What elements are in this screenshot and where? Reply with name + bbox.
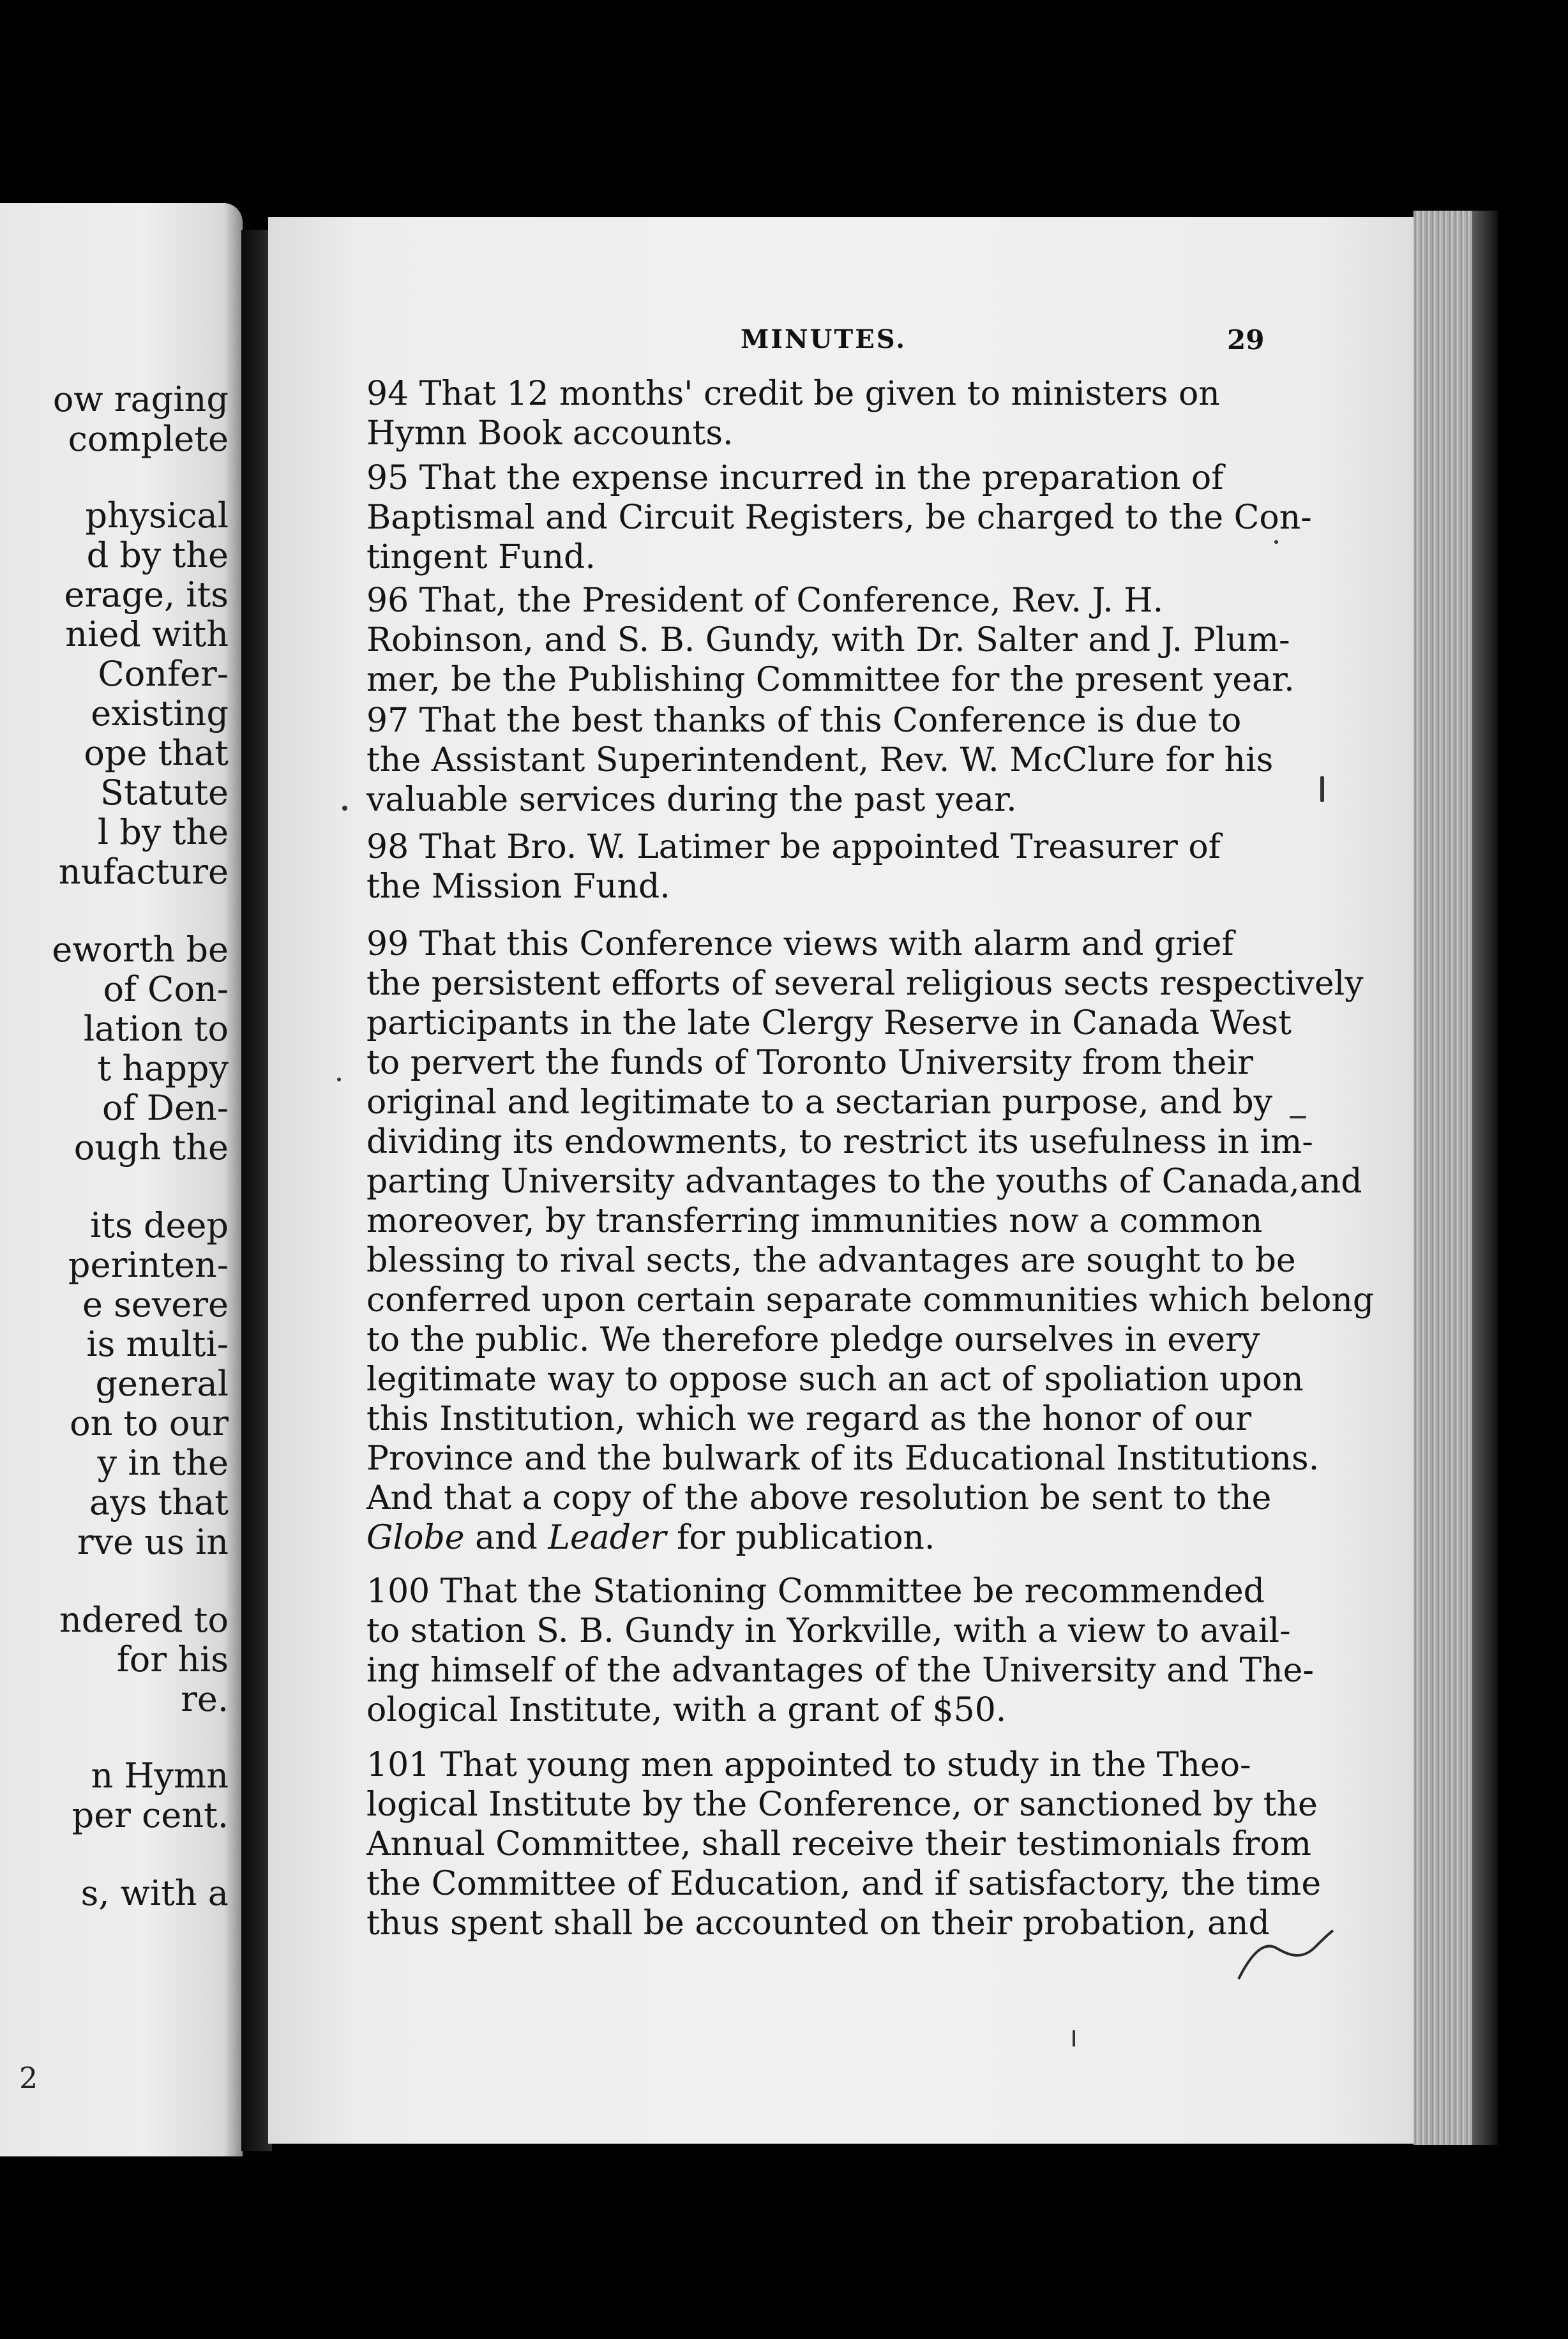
left-page-fragment (0, 203, 243, 2156)
left-page-line: rve us in (77, 1522, 229, 1562)
running-head: MINUTES. (741, 324, 907, 354)
left-page-line: existing (91, 693, 229, 733)
text-line: this Institution, which we regard as the honor of our (366, 1400, 1252, 1438)
text-line: 100 That the Stationing Committee be recommended (366, 1572, 1265, 1611)
left-page-line: ope that (84, 733, 229, 773)
left-page-line: its deep (90, 1205, 229, 1245)
text-line: 101 That young men appointed to study in the Theo- (366, 1746, 1251, 1784)
text-line: logical Institute by the Conference, or sanctioned by the (366, 1786, 1318, 1824)
text-line: mer, be the Publishing Committee for the present year. (366, 661, 1295, 699)
left-page-line: l by the (97, 812, 229, 852)
speck (342, 806, 347, 811)
left-page-line: d by the (86, 535, 229, 575)
text-line: Hymn Book accounts. (366, 414, 734, 453)
text-line: 96 That, the President of Conference, Rev. J. H. (366, 582, 1164, 620)
text-line: the Committee of Education, and if satisfactory, the time (366, 1865, 1322, 1903)
text-line: 99 That this Conference views with alarm and grief (366, 925, 1234, 963)
text-line: thus spent shall be accounted on their probation, and (366, 1904, 1270, 1943)
text-line: dividing its endowments, to restrict its usefulness in im- (366, 1123, 1313, 1161)
left-page-line: Confer- (98, 654, 229, 694)
left-page-line: nufacture (58, 852, 229, 892)
left-page-line: perinten- (68, 1245, 229, 1285)
text-line: the Mission Fund. (366, 868, 670, 906)
text-line: Robinson, and S. B. Gundy, with Dr. Salter and J. Plum- (366, 621, 1290, 659)
left-page-line: ow raging (52, 379, 229, 419)
text-line: Annual Committee, shall receive their testimonials from (366, 1825, 1312, 1863)
text-line: the persistent efforts of several religious sects respectively (366, 965, 1364, 1003)
text-line: ological Institute, with a grant of $50. (366, 1691, 1007, 1729)
text-line: participants in the late Clergy Reserve in Canada West (366, 1004, 1292, 1042)
left-page-line: for his (116, 1639, 229, 1680)
text-line: 97 That the best thanks of this Conference is due to (366, 702, 1242, 740)
text-line: to the public. We therefore pledge ourselves in every (366, 1321, 1260, 1359)
left-page-line: y in the (97, 1443, 229, 1483)
left-page-line: re. (181, 1679, 229, 1719)
left-page-line: of Den- (102, 1088, 229, 1128)
left-page-line: nied with (65, 614, 229, 654)
left-page-line: n Hymn (91, 1756, 229, 1796)
speck (1073, 2030, 1075, 2047)
text-line: blessing to rival sects, the advantages are sought to be (366, 1242, 1296, 1280)
text-line: to station S. B. Gundy in Yorkville, with a view to avail- (366, 1612, 1291, 1650)
page-edges (1413, 211, 1472, 2145)
left-page-line: of Con- (103, 969, 229, 1009)
left-page-line: ndered to (59, 1600, 229, 1640)
newspaper-title-leader: Leader (548, 1519, 667, 1557)
line-ending: for publication. (666, 1519, 935, 1557)
text-line: moreover, by transferring immunities now a common (366, 1202, 1263, 1240)
text-line: And that a copy of the above resolution be sent to the (366, 1479, 1272, 1517)
left-page-line: general (95, 1364, 229, 1404)
left-page-line: erage, its (64, 575, 229, 615)
text-line: Baptismal and Circuit Registers, be charged to the Con- (366, 499, 1312, 537)
pen-squiggle (1232, 1915, 1360, 1985)
text-line-italic-titles (366, 1518, 935, 1558)
speck (1274, 540, 1278, 544)
left-page-line: on to our (70, 1403, 229, 1443)
text-line: valuable services during the past year. (366, 781, 1017, 819)
text-line: 95 That the expense incurred in the preparation of (366, 459, 1224, 497)
text-line: ing himself of the advantages of the University and The- (366, 1651, 1315, 1690)
left-page-line: Statute (100, 772, 229, 813)
left-page-line: is multi- (86, 1324, 229, 1364)
left-page-folio: 2 (19, 2061, 38, 2095)
text-line: legitimate way to oppose such an act of spoliation upon (366, 1360, 1304, 1399)
conjunction: and (464, 1519, 548, 1557)
page-edges-shadow (1472, 211, 1498, 2145)
book-gutter (241, 230, 272, 2151)
left-page-line: ough the (73, 1127, 229, 1168)
ink-mark (1290, 1116, 1306, 1118)
text-line: 94 That 12 months' credit be given to ministers on (366, 375, 1220, 413)
text-line: Province and the bulwark of its Educational Institutions. (366, 1440, 1320, 1478)
left-page-line: t happy (97, 1048, 229, 1088)
text-line: conferred upon certain separate communities which belong (366, 1281, 1375, 1320)
left-page-line: e severe (82, 1284, 229, 1325)
left-page-line: ays that (89, 1482, 229, 1523)
ink-mark (1320, 776, 1324, 802)
left-page-line: per cent. (72, 1795, 229, 1835)
page-number: 29 (1227, 324, 1265, 356)
text-line: parting University advantages to the youths of Canada,and (366, 1162, 1362, 1201)
speck (337, 1078, 341, 1081)
newspaper-title-globe: Globe (366, 1519, 465, 1557)
text-line: tingent Fund. (366, 538, 596, 576)
left-page-line: lation to (83, 1009, 229, 1049)
text-line: 98 That Bro. W. Latimer be appointed Treasurer of (366, 828, 1221, 866)
left-page-line: complete (68, 419, 229, 459)
text-line: original and legitimate to a sectarian purpose, and by (366, 1083, 1273, 1122)
text-line: the Assistant Superintendent, Rev. W. McClure for his (366, 741, 1274, 779)
text-line: to pervert the funds of Toronto University from their (366, 1044, 1253, 1082)
left-page-line: eworth be (52, 929, 229, 970)
left-page-line: s, with a (80, 1873, 229, 1913)
left-page-line: physical (85, 495, 229, 536)
